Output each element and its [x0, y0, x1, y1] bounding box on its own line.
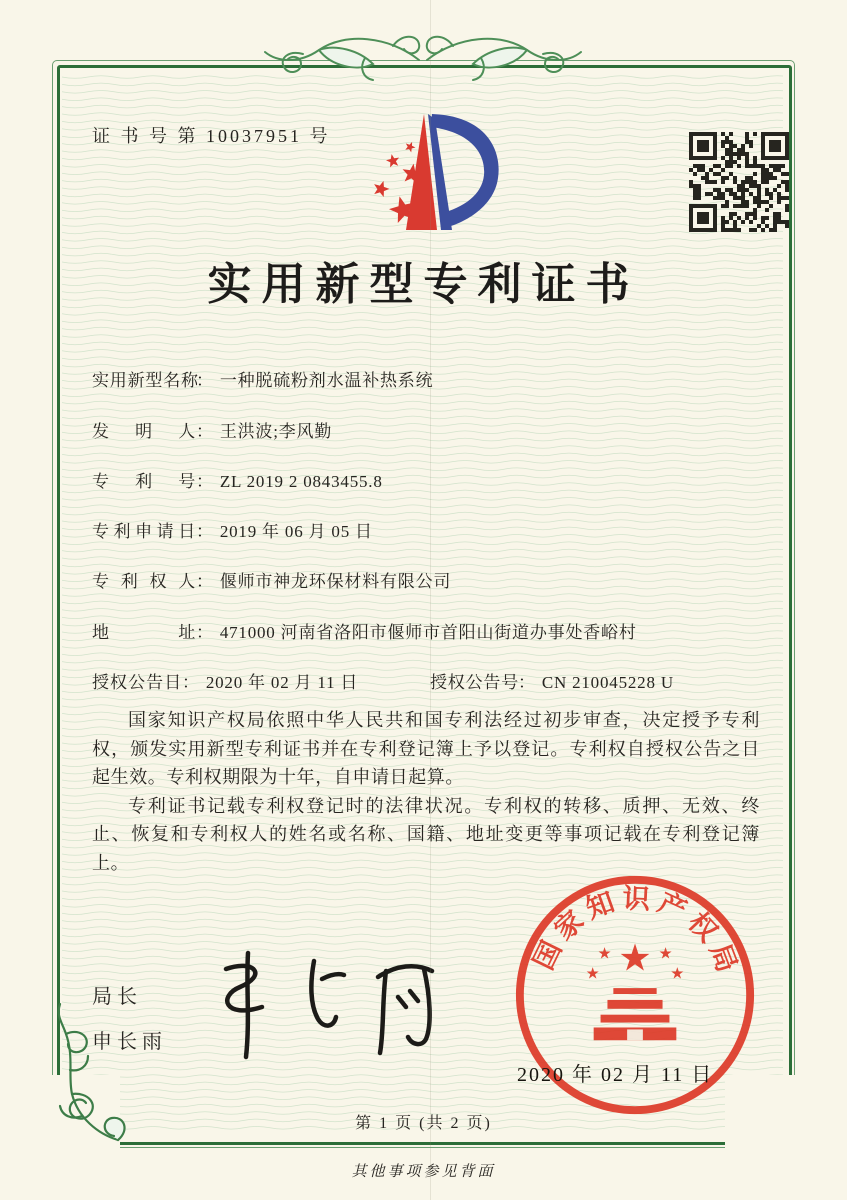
field-label: 授权公告号	[430, 673, 519, 692]
svg-text:★: ★	[618, 935, 652, 980]
svg-text:★: ★	[597, 943, 612, 963]
field-label: 地址	[92, 623, 196, 642]
field-row-utility-model-name	[92, 366, 433, 391]
commissioner-signature-icon	[210, 935, 450, 1065]
field-label: 实用新型名称	[92, 371, 199, 390]
paragraph-grant-statement: 国家知识产权局依照中华人民共和国专利法经过初步审查，决定授予专利权，颁发实用新型专利证书并在专利登记簿上予以登记。专利权自授权公告之日起生效。专利权期限为十年，自申请日起算。	[92, 710, 760, 787]
field-row-patent-number	[92, 467, 383, 492]
colon: ：	[196, 371, 214, 390]
seal-text: 国家知识产权局	[527, 882, 746, 982]
svg-text:★: ★	[585, 963, 600, 983]
cnipa-logo-icon	[348, 110, 510, 238]
field-value: 471000 河南省洛阳市偃师市首阳山街道办事处香峪村	[219, 623, 637, 642]
svg-text:★: ★	[670, 963, 685, 983]
field-value: 一种脱硫粉剂水温补热系统	[219, 371, 434, 390]
field-label: 专利权人	[92, 572, 196, 591]
certificate-title: 实用新型专利证书	[207, 260, 640, 309]
colon: ：	[196, 623, 214, 642]
grant-number-value: CN 210045228 U	[541, 673, 674, 692]
seal-date: 2020 年 02 月 11 日	[517, 1064, 714, 1086]
colon: ：	[196, 472, 214, 491]
colon: ：	[182, 673, 200, 692]
legal-paragraphs	[92, 706, 760, 877]
grant-number-pair	[430, 668, 674, 693]
field-row-filing-date	[92, 517, 373, 542]
commissioner-title: 局长	[92, 986, 142, 1008]
field-value: 2019 年 06 月 05 日	[219, 522, 373, 541]
grant-date-value: 2020 年 02 月 11 日	[205, 673, 359, 692]
field-value: 王洪波;李风勤	[219, 422, 333, 441]
page-number: 第 1 页 (共 2 页)	[355, 1115, 492, 1132]
field-value: ZL 2019 2 0843455.8	[219, 472, 383, 491]
field-label: 授权公告日	[92, 673, 182, 692]
svg-text:★: ★	[658, 943, 673, 963]
commissioner-name: 申长雨	[92, 1031, 167, 1053]
field-row-inventor	[92, 417, 332, 442]
qr-code-icon	[689, 132, 789, 232]
colon: ：	[196, 522, 214, 541]
colon: ：	[518, 673, 536, 692]
field-row-address	[92, 618, 637, 643]
colon: ：	[196, 572, 214, 591]
back-side-note: 其他事项参见背面	[351, 1164, 496, 1180]
colon: ：	[196, 422, 214, 441]
paper-fold-line	[430, 0, 431, 1200]
field-value: 偃师市神龙环保材料有限公司	[219, 572, 452, 591]
field-label: 专利号	[92, 472, 196, 491]
field-row-patentee	[92, 567, 451, 592]
paragraph-register-statement: 专利证书记载专利权登记时的法律状况。专利权的转移、质押、无效、终止、恢复和专利权人的姓名或名称、国籍、地址变更等事项记载在专利登记簿上。	[92, 795, 760, 873]
certificate-number: 证 书 号 第 10037951 号	[92, 126, 331, 146]
field-label: 发明人	[92, 422, 196, 441]
field-row-grant	[92, 668, 772, 693]
seal-national-emblem	[586, 935, 685, 1040]
field-label: 专利申请日	[92, 522, 196, 541]
